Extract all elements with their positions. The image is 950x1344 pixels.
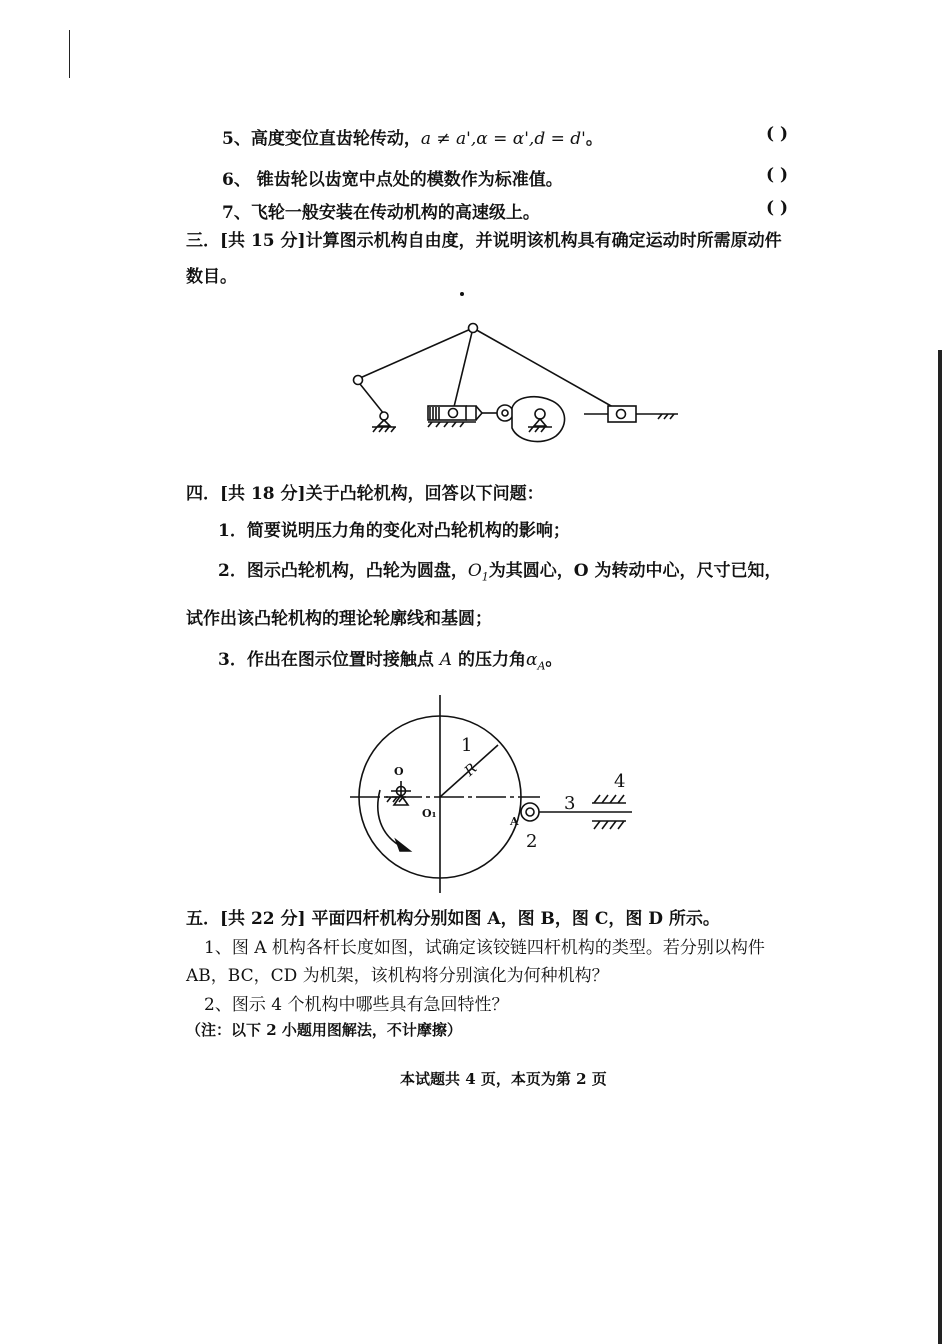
section-4-q3-text-a: 3．作出在图示位置时接触点 — [218, 650, 434, 670]
section-4-q3-text-b: 的压力角 — [457, 650, 526, 670]
item-7-answer-blank[interactable]: ( ) — [766, 198, 789, 218]
section-4-q1: 1．简要说明压力角的变化对凸轮机构的影响； — [218, 521, 570, 541]
cam-label-o: O — [394, 765, 404, 778]
center-symbol-sub: 1 — [481, 570, 489, 584]
section-5-q1: 1、图 A 机构各杆长度如图，试确定该铰链四杆机构的类型。若分别以构件 — [204, 938, 765, 958]
section-4-q2-cont: 试作出该凸轮机构的理论轮廓线和基圆； — [186, 609, 492, 629]
section-5-title: 五．[共 22 分] 平面四杆机构分别如图 A，图 B，图 C，图 D 所示。 — [186, 909, 720, 929]
point-a: A — [439, 650, 453, 670]
pressure-angle-sub: A — [537, 659, 546, 673]
section-3-title: 三．[共 15 分]计算图示机构自由度，并说明该机构具有确定运动时所需原动件 — [186, 231, 782, 251]
section-4-q2-text-b: 为其圆心，O 为转动中心，尺寸已知， — [488, 561, 782, 581]
cam-label-3: 3 — [564, 793, 576, 814]
section-4-q3 — [218, 645, 562, 672]
section-3-title-cont: 数目。 — [186, 267, 237, 287]
item-5 — [222, 124, 603, 149]
section-4-q2-text-a: 2．图示凸轮机构，凸轮为圆盘， — [218, 561, 468, 581]
item-6-answer-blank[interactable]: ( ) — [766, 165, 789, 185]
cam-label-4: 4 — [614, 771, 626, 792]
cam-mechanism-figure — [340, 695, 650, 900]
cam-label-o1: O₁ — [422, 807, 437, 820]
item-7: 7、飞轮一般安装在传动机构的高速级上。 — [222, 203, 540, 223]
cam-label-2: 2 — [526, 831, 538, 852]
scan-edge-right — [938, 350, 942, 1344]
item-6: 6、 锥齿轮以齿宽中点处的模数作为标准值。 — [222, 170, 563, 190]
center-symbol-o1 — [467, 561, 489, 584]
section-4-title: 四．[共 18 分]关于凸轮机构，回答以下问题： — [186, 484, 544, 504]
page-footer: 本试题共 4 页，本页为第 2 页 — [400, 1070, 607, 1088]
linkage-mechanism-figure — [340, 290, 700, 450]
scan-edge-left — [69, 30, 70, 78]
cam-label-a: A — [510, 815, 519, 828]
item-5-text: 5、高度变位直齿轮传动， — [222, 129, 421, 149]
section-5-note: （注：以下 2 小题用图解法，不计摩擦） — [186, 1021, 462, 1039]
cam-label-1: 1 — [461, 735, 473, 756]
section-4-q2 — [218, 556, 782, 583]
section-5-q1-cont: AB，BC，CD 为机架，该机构将分别演化为何种机构？ — [186, 966, 609, 986]
pressure-angle-symbol: α — [525, 650, 538, 670]
item-5-end: 。 — [585, 129, 603, 149]
section-5-q2: 2、图示 4 个机构中哪些具有急回特性？ — [204, 995, 509, 1015]
cam-label-r: R — [461, 760, 481, 780]
item-5-formula: a ≠ a',α = α',d = d' — [420, 129, 586, 149]
item-5-answer-blank[interactable]: ( ) — [766, 124, 789, 144]
center-symbol-o: O — [467, 561, 482, 581]
section-4-q3-end: 。 — [545, 650, 563, 670]
